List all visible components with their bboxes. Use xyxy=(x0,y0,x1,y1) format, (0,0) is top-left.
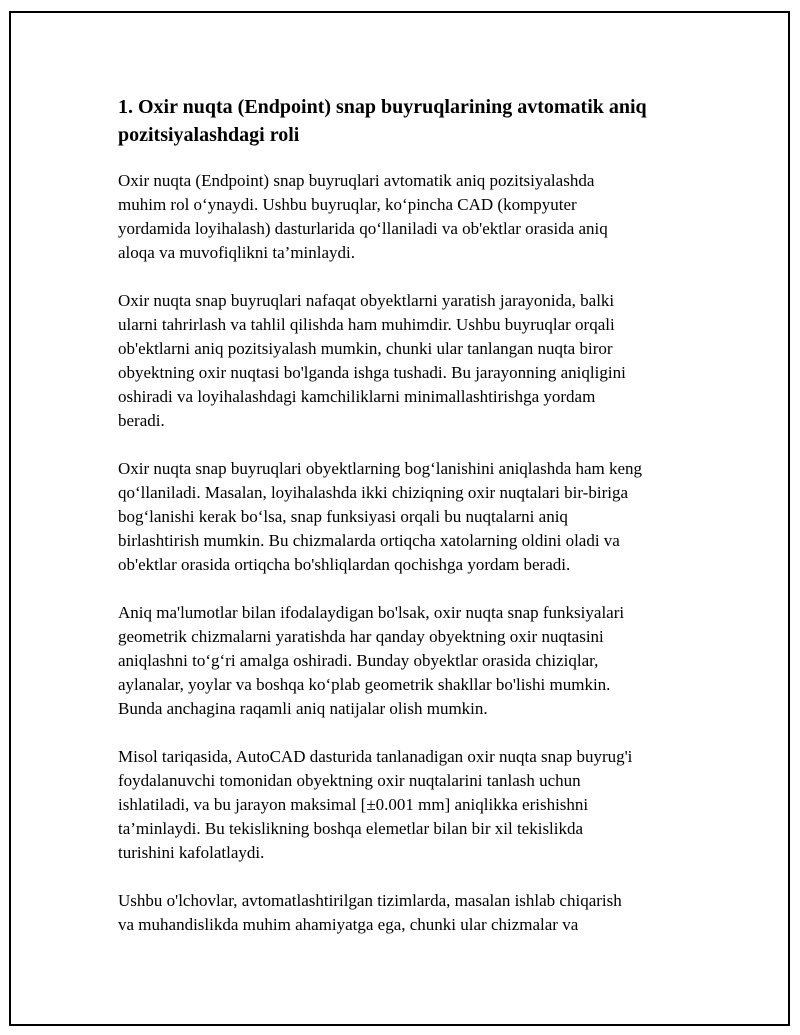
text-line: bog‘lanishi kerak bo‘lsa, snap funksiyasi orqali bu nuqtalarni aniq xyxy=(118,507,568,526)
text-line: ta’minlaydi. Bu tekislikning boshqa elemetlar bilan bir xil tekislikda xyxy=(118,819,584,838)
text-line: turishini kafolatlaydi. xyxy=(118,843,265,862)
text-line: qo‘llaniladi. Masalan, loyihalashda ikki chiziqning oxir nuqtalari bir-biriga xyxy=(118,483,628,502)
heading-line: pozitsiyalashdagi roli xyxy=(118,124,300,146)
text-line: Bunda anchagina raqamli aniq natijalar olish mumkin. xyxy=(118,699,488,718)
section-heading xyxy=(118,93,693,149)
text-line: oshiradi va loyihalashdagi kamchiliklarni minimallashtirishga yordam xyxy=(118,387,596,406)
heading-line: 1. Oxir nuqta (Endpoint) snap buyruqlarining avtomatik aniq xyxy=(118,96,647,118)
text-line: Oxir nuqta snap buyruqlari nafaqat obyektlarni yaratish jarayonida, balki xyxy=(118,291,615,310)
paragraph-3 xyxy=(118,457,693,577)
text-line: beradi. xyxy=(118,411,165,430)
text-line: va muhandislikda muhim ahamiyatga ega, chunki ular chizmalar va xyxy=(118,915,579,934)
text-line: yordamida loyihalash) dasturlarida qo‘llaniladi va ob'ektlar orasida aniq xyxy=(118,219,608,238)
text-line: ishlatiladi, va bu jarayon maksimal [±0.001 mm] aniqlikka erishishni xyxy=(118,795,589,814)
text-line: foydalanuvchi tomonidan obyektning oxir nuqtalarini tanlash uchun xyxy=(118,771,581,790)
document-body xyxy=(118,93,693,961)
paragraph-1 xyxy=(118,169,693,265)
paragraph-2 xyxy=(118,289,693,433)
text-line: aloqa va muvofiqlikni ta’minlaydi. xyxy=(118,243,356,262)
text-line: birlashtirish mumkin. Bu chizmalarda ortiqcha xatolarning oldini oladi va xyxy=(118,531,620,550)
text-line: Oxir nuqta snap buyruqlari obyektlarning bog‘lanishini aniqlashda ham keng xyxy=(118,459,643,478)
paragraph-6 xyxy=(118,889,693,937)
text-line: Oxir nuqta (Endpoint) snap buyruqlari avtomatik aniq pozitsiyalashda xyxy=(118,171,595,190)
text-line: ob'ektlarni aniq pozitsiyalash mumkin, chunki ular tanlangan nuqta biror xyxy=(118,339,613,358)
text-line: aylanalar, yoylar va boshqa ko‘plab geometrik shakllar bo'lishi mumkin. xyxy=(118,675,611,694)
paragraph-5 xyxy=(118,745,693,865)
text-line: ularni tahrirlash va tahlil qilishda ham muhimdir. Ushbu buyruqlar orqali xyxy=(118,315,615,334)
text-line: Aniq ma'lumotlar bilan ifodalaydigan bo'lsak, oxir nuqta snap funksiyalari xyxy=(118,603,625,622)
text-line: obyektning oxir nuqtasi bo'lganda ishga tushadi. Bu jarayonning aniqligini xyxy=(118,363,626,382)
text-line: Misol tariqasida, AutoCAD dasturida tanlanadigan oxir nuqta snap buyrug'i xyxy=(118,747,633,766)
paragraph-4 xyxy=(118,601,693,721)
text-line: muhim rol o‘ynaydi. Ushbu buyruqlar, ko‘pincha CAD (kompyuter xyxy=(118,195,577,214)
text-line: geometrik chizmalarni yaratishda har qanday obyektning oxir nuqtasini xyxy=(118,627,604,646)
text-line: ob'ektlar orasida ortiqcha bo'shliqlardan qochishga yordam beradi. xyxy=(118,555,571,574)
text-line: aniqlashni to‘g‘ri amalga oshiradi. Bunday obyektlar orasida chiziqlar, xyxy=(118,651,599,670)
text-line: Ushbu o'lchovlar, avtomatlashtirilgan tizimlarda, masalan ishlab chiqarish xyxy=(118,891,622,910)
